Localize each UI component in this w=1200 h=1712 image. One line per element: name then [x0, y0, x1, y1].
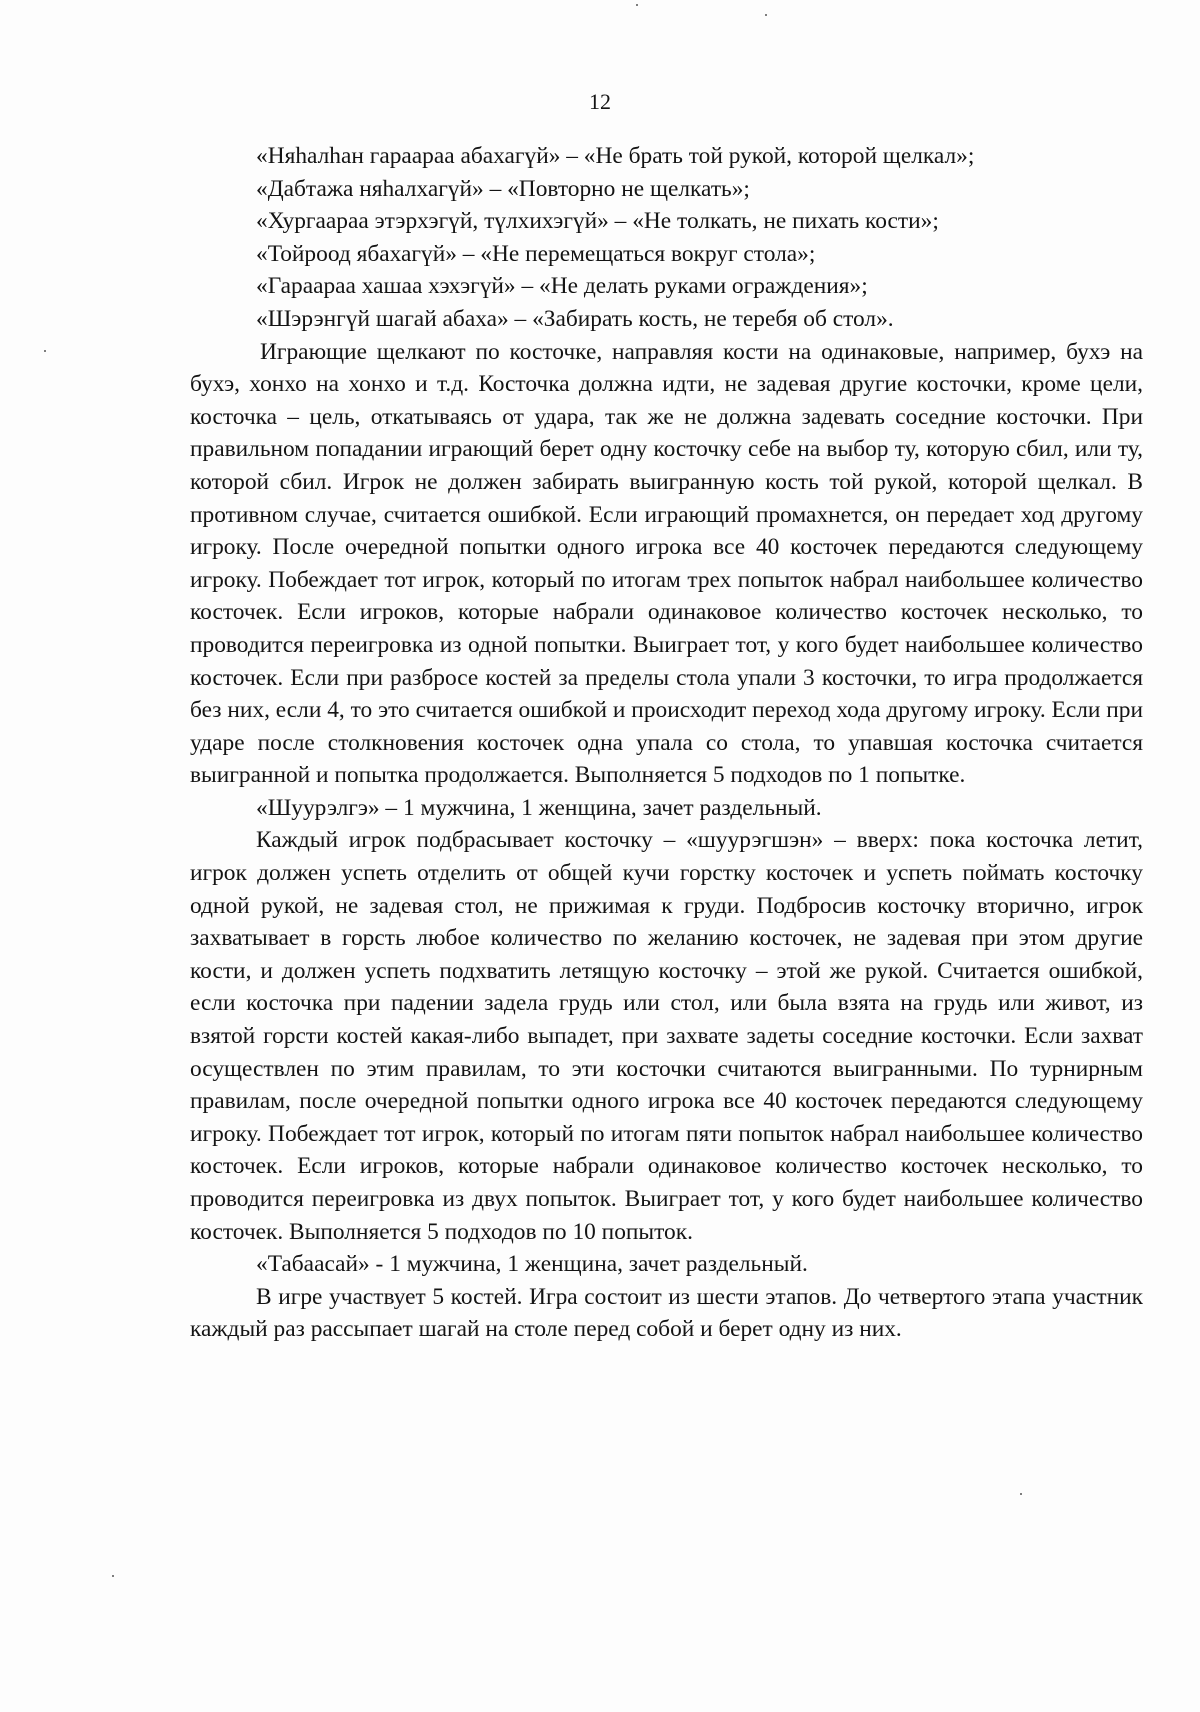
- paragraph-tabaasai-rules: В игре участвует 5 костей. Игра состоит из шести этапов. До четвертого этапа участник каждый раз рассыпает шагай на столе перед собой и берет одну из них.: [190, 1283, 1143, 1343]
- scan-speck: [112, 1575, 114, 1577]
- rule-item: «Дабтажа няһалхагүй» – «Повторно не щелкать»;: [256, 175, 750, 202]
- paragraph-shuurelge-heading: «Шуурэлгэ» – 1 мужчина, 1 женщина, зачет раздельный.: [256, 794, 822, 821]
- paragraph-tabaasai-heading: «Табаасай» - 1 мужчина, 1 женщина, зачет раздельный.: [256, 1251, 808, 1278]
- rule-item: «Шэрэнгүй шагай абаха» – «Забирать кость, не теребя об стол».: [256, 305, 894, 332]
- rule-item: «Няһалһан гараараа абахагүй» – «Не брать той рукой, которой щелкал»;: [256, 143, 975, 169]
- rule-item: «Тойроод ябахагүй» – «Не перемещаться вокруг стола»;: [256, 240, 816, 267]
- rule-item: «Гараараа хашаа хэхэгүй» – «Не делать руками ограждения»;: [256, 273, 868, 300]
- rules-list: [190, 140, 1143, 336]
- scan-speck: [765, 14, 767, 16]
- scan-speck: [636, 4, 638, 6]
- scan-speck: [44, 350, 46, 352]
- paragraph-shuurelge-rules: Каждый игрок подбрасывает косточку – «шуурэгшэн» – вверх: пока косточка летит, игрок должен успеть отделить от общей кучи горстку косточек и успеть поймать косточку одной рукой, не задевая стол, не прижимая к груди. Подбросив косточку вторично, игрок захватывает в горсть любое количество по желанию косточек, не задевая при этом другие кости, и должен успеть подхватить летящую косточку – этой же рукой. Считается ошибкой, если косточка при падении задела грудь или стол, или была взята на грудь или живот, из взятой горсти костей какая-либо выпадет, при захвате задеты соседние косточки. Если захват осуществлен по этим правилам, то эти косточки считаются выигранными. По турнирным правилам, после очередной попытки одного игрока все 40 косточек передаются следующему игроку. Побеждает тот игрок, который по итогам пяти попыток набрал наибольшее количество косточек. Если игроков, которые набрали одинаковое количество косточек несколько, то проводится переигровка из двух попыток. Выиграет тот, у кого будет наибольшее количество косточек. Выполняется 5 подходов по 10 попыток.: [190, 827, 1143, 1245]
- paragraph-game-rules: Играющие щелкают по косточке, направляя кости на одинаковые, например, бухэ на бухэ, хонхо на хонхо и т.д. Косточка должна идти, не задевая другие косточки, кроме цели, косточка – цель, откатываясь от удара, так же не должна задевать соседние косточки. При правильном попадании играющий берет одну косточку себе на выбор ту, которую сбил, или ту, которой сбил. Игрок не должен забирать выигранную кость той рукой, которой щелкал. В противном случае, считается ошибкой. Если играющий промахнется, он передает ход другому игроку. После очередной попытки одного игрока все 40 косточек передаются следующему игроку. Побеждает тот игрок, который по итогам трех попыток набрал наибольшее количество косточек. Если игроков, которые набрали одинаковое количество косточек несколько, то проводится переигровка из одной попытки. Выиграет тот, у кого будет наибольшее количество косточек. Если при разбросе костей за пределы стола упали 3 косточки, то игра продолжается без них, если 4, то это считается ошибкой и происходит переход хода другому игроку. Если при ударе после столкновения косточек одна упала со стола, то упавшая косточка считается выигранной и попытка продолжается. Выполняется 5 подходов по 1 попытке.: [190, 338, 1143, 789]
- scan-speck: [1020, 1493, 1022, 1495]
- page-number: 12: [589, 89, 611, 114]
- document-body: [190, 140, 1143, 1346]
- rule-item: «Хургаараа этэрхэгүй, түлхихэгүй» – «Не толкать, не пихать кости»;: [256, 208, 939, 235]
